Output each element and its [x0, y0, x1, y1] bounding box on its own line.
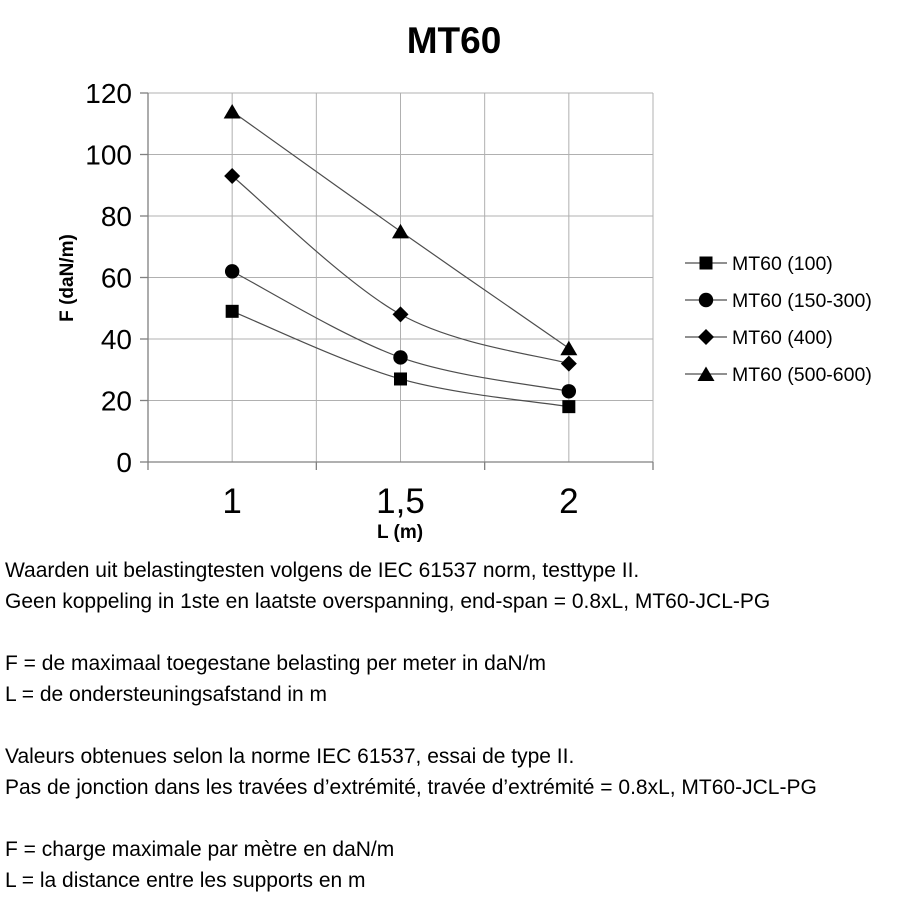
- diamond-marker: [393, 306, 409, 322]
- x-axis-title: L (m): [376, 522, 424, 543]
- y-tick-label: 120: [85, 78, 132, 109]
- x-tick-label: 2: [559, 482, 579, 521]
- legend-item: [685, 253, 833, 275]
- legend-label: MT60 (500-600): [732, 364, 872, 386]
- note-group-nl-test: [5, 555, 905, 617]
- diamond-marker: [698, 329, 714, 345]
- x-tick-label: 1,5: [376, 482, 425, 521]
- chart-title: MT60: [406, 20, 502, 61]
- legend-item: [685, 290, 872, 312]
- notes-block: [5, 555, 905, 896]
- circle-marker: [699, 293, 713, 307]
- square-marker: [562, 400, 575, 413]
- legend: [685, 253, 872, 386]
- note-group-fr-test: [5, 741, 905, 803]
- axes: [140, 93, 653, 470]
- circle-marker: [225, 264, 239, 278]
- note-line-nl-test-1: Waarden uit belastingtesten volgens de IEC 61537 norm, testtype II.: [5, 559, 640, 582]
- diamond-marker: [561, 356, 577, 372]
- note-line-nl-test-2: Geen koppeling in 1ste en laatste overspanning, end-span = 0.8xL, MT60-JCL-PG: [5, 590, 771, 613]
- y-tick-label: 20: [100, 385, 132, 417]
- y-tick-label: 100: [85, 139, 132, 171]
- triangle-marker: [392, 224, 409, 239]
- y-tick-label: 60: [100, 262, 132, 294]
- y-tick-label: 0: [116, 447, 132, 478]
- square-marker: [700, 257, 713, 270]
- y-axis-title: F (daN/m): [57, 234, 78, 322]
- x-tick-label: 1: [222, 482, 242, 521]
- note-line-nl-f-def: F = de maximaal toegestane belasting per meter in daN/m: [5, 652, 547, 675]
- diamond-marker: [224, 168, 240, 184]
- triangle-marker: [224, 104, 241, 119]
- legend-item: [685, 327, 833, 349]
- legend-item: [685, 364, 872, 386]
- circle-marker: [562, 384, 576, 398]
- triangle-marker: [560, 341, 577, 356]
- circle-marker: [393, 350, 407, 364]
- note-line-fr-f-def: F = charge maximale par mètre en daN/m: [5, 838, 395, 861]
- note-line-fr-l-def: L = la distance entre les supports en m: [5, 869, 366, 892]
- note-group-fr-defs: [5, 834, 905, 896]
- y-tick-label: 80: [100, 201, 132, 232]
- square-marker: [394, 372, 407, 385]
- note-line-fr-test-2: Pas de jonction dans les travées d’extrémité, travée d’extrémité = 0.8xL, MT60-JCL-PG: [5, 776, 817, 799]
- legend-label: MT60 (150-300): [732, 290, 872, 312]
- y-tick-label: 40: [100, 324, 132, 355]
- note-group-nl-defs: [5, 648, 905, 710]
- note-line-fr-test-1: Valeurs obtenues selon la norme IEC 61537, essai de type II.: [5, 745, 575, 768]
- legend-label: MT60 (100): [732, 253, 833, 275]
- legend-label: MT60 (400): [732, 327, 833, 349]
- note-line-nl-l-def: L = de ondersteuningsafstand in m: [5, 683, 328, 706]
- square-marker: [226, 305, 239, 318]
- gridlines: [148, 93, 653, 462]
